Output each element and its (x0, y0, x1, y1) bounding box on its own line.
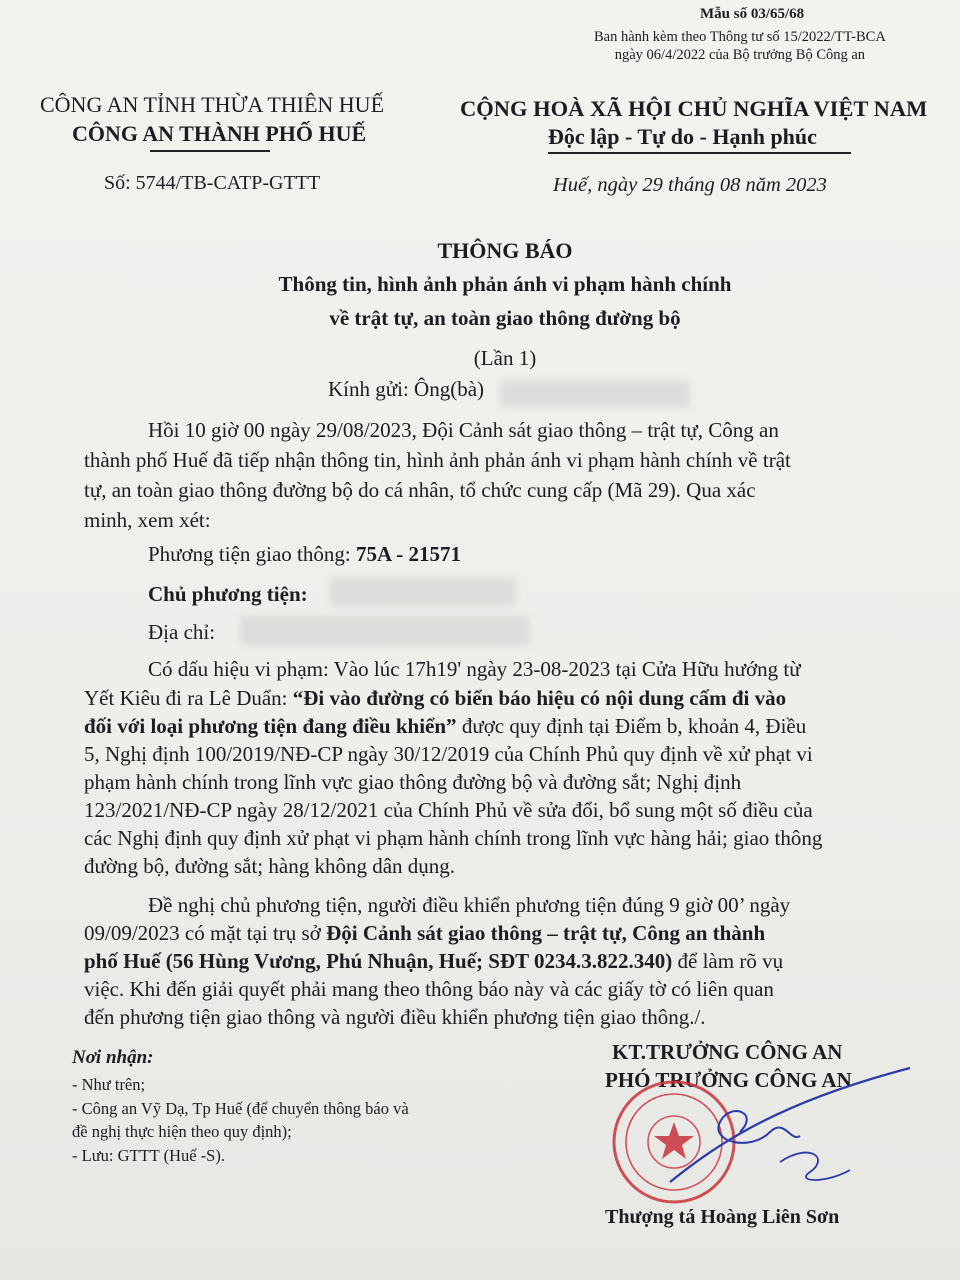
violation-description: “Đi vào đường có biển báo hiệu có nội dung cấm đi vào (292, 686, 787, 710)
redacted-owner (330, 578, 516, 606)
redacted-address (240, 616, 530, 646)
paragraph1-line1: Hồi 10 giờ 00 ngày 29/08/2023, Đội Cảnh sát giao thông – trật tự, Công an (148, 418, 779, 442)
national-motto: Độc lập - Tự do - Hạnh phúc (548, 124, 817, 149)
owner-label: Chủ phương tiện: (148, 582, 308, 606)
vehicle-label: Phương tiện giao thông: (148, 542, 356, 566)
recipient-item-3: - Lưu: GTTT (Huế -S). (72, 1146, 225, 1165)
recipient-item-1: - Như trên; (72, 1075, 146, 1094)
motto-underline (548, 152, 851, 154)
document-number: Số: 5744/TB-CATP-GTTT (104, 172, 321, 194)
attempt-number: (Lần 1) (473, 346, 537, 370)
paragraph3-line1: Đề nghị chủ phương tiện, người điều khiển phương tiện đúng 9 giờ 00’ ngày (148, 893, 791, 917)
paragraph3-line3 (84, 949, 783, 974)
document-subtitle-line2: về trật tự, an toàn giao thông đường bộ (329, 306, 681, 330)
recipient-item-2: - Công an Vỹ Dạ, Tp Huế (để chuyển thông báo và (72, 1099, 409, 1118)
signatory-position: PHÓ TRƯỞNG CÔNG AN (605, 1068, 852, 1092)
paragraph2-line2-text: Yết Kiêu đi ra Lê Duẩn: (84, 686, 293, 710)
recipients-heading: Nơi nhận: (72, 1047, 154, 1068)
paragraph2-line8: đường bộ, đường sắt; hàng không dân dụng. (84, 854, 456, 878)
office-address: phố Huế (56 Hùng Vương, Phú Nhuận, Huế; SĐT 0234.3.822.340) (84, 949, 673, 973)
paragraph3-line5: đến phương tiện giao thông và người điều khiển phương tiện giao thông./. (84, 1005, 706, 1029)
paragraph2-line4: 5, Nghị định 100/2019/NĐ-CP ngày 30/12/2019 của Chính Phủ quy định về xử phạt vi (84, 742, 813, 766)
paragraph1-line2: thành phố Huế đã tiếp nhận thông tin, hình ảnh phản ánh vi phạm hành chính về trật (84, 448, 791, 472)
paragraph3-line2 (84, 921, 765, 946)
paragraph2-line5: phạm hành chính trong lĩnh vực giao thông đường bộ và đường sắt; Nghị định (84, 770, 742, 794)
paragraph2-line2 (84, 686, 786, 711)
office-name: Đội Cảnh sát giao thông – trật tự, Công an thành (326, 921, 766, 945)
national-title: CỘNG HOÀ XÃ HỘI CHỦ NGHĨA VIỆT NAM (460, 96, 928, 121)
paragraph3-line3-text: để làm rõ vụ (672, 949, 784, 973)
recipient-item-2-cont: đề nghị thực hiện theo quy định); (72, 1122, 292, 1141)
issuing-unit: CÔNG AN THÀNH PHỐ HUẾ (72, 121, 367, 146)
paragraph2-line3-text: được quy định tại Điểm b, khoản 4, Điều (456, 714, 807, 738)
paragraph2-line6: 123/2021/NĐ-CP ngày 28/12/2021 của Chính Phủ về sửa đổi, bổ sung một số điều của (84, 798, 813, 822)
issuance-note-line1: Ban hành kèm theo Thông tư số 15/2022/TT-BCA (594, 29, 886, 45)
issuance-note-line2: ngày 06/4/2022 của Bộ trưởng Bộ Công an (614, 47, 866, 63)
form-number: Mẫu số 03/65/68 (700, 6, 805, 22)
paragraph1-line4: minh, xem xét: (84, 508, 211, 532)
paragraph1-line3: tự, an toàn giao thông đường bộ do cá nhân, tổ chức cung cấp (Mã 29). Qua xác (84, 478, 756, 502)
issuing-unit-underline (150, 150, 270, 152)
vehicle-plate: 75A - 21571 (355, 542, 461, 566)
document-subtitle-line1: Thông tin, hình ảnh phản ánh vi phạm hành chính (278, 272, 732, 296)
place-and-date: Huế, ngày 29 tháng 08 năm 2023 (553, 174, 827, 196)
paragraph2-line3 (84, 714, 806, 739)
paragraph2-line7: các Nghị định quy định xử phạt vi phạm hành chính trong lĩnh vực hàng hải; giao thông (84, 826, 823, 850)
handwritten-signature-icon (660, 1062, 920, 1202)
paragraph3-line2-text: 09/09/2023 có mặt tại trụ sở (84, 921, 327, 945)
recipient-salutation: Kính gửi: Ông(bà) (328, 377, 485, 401)
address-label: Địa chỉ: (148, 620, 216, 644)
violation-description-end: đối với loại phương tiện đang điều khiển” (84, 714, 457, 738)
paragraph2-line1: Có dấu hiệu vi phạm: Vào lúc 17h19' ngày 23-08-2023 tại Cửa Hữu hướng từ (148, 657, 801, 681)
signer-name: Thượng tá Hoàng Liên Sơn (605, 1206, 840, 1228)
document-title: THÔNG BÁO (437, 238, 573, 263)
issuance-note (594, 28, 886, 64)
signatory-title: KT.TRƯỞNG CÔNG AN (612, 1040, 843, 1064)
paragraph3-line4: việc. Khi đến giải quyết phải mang theo thông báo này và các giấy tờ có liên quan (84, 977, 774, 1001)
parent-organization: CÔNG AN TỈNH THỪA THIÊN HUẾ (40, 92, 385, 117)
vehicle-line (148, 542, 461, 567)
redacted-recipient-name (500, 380, 690, 408)
